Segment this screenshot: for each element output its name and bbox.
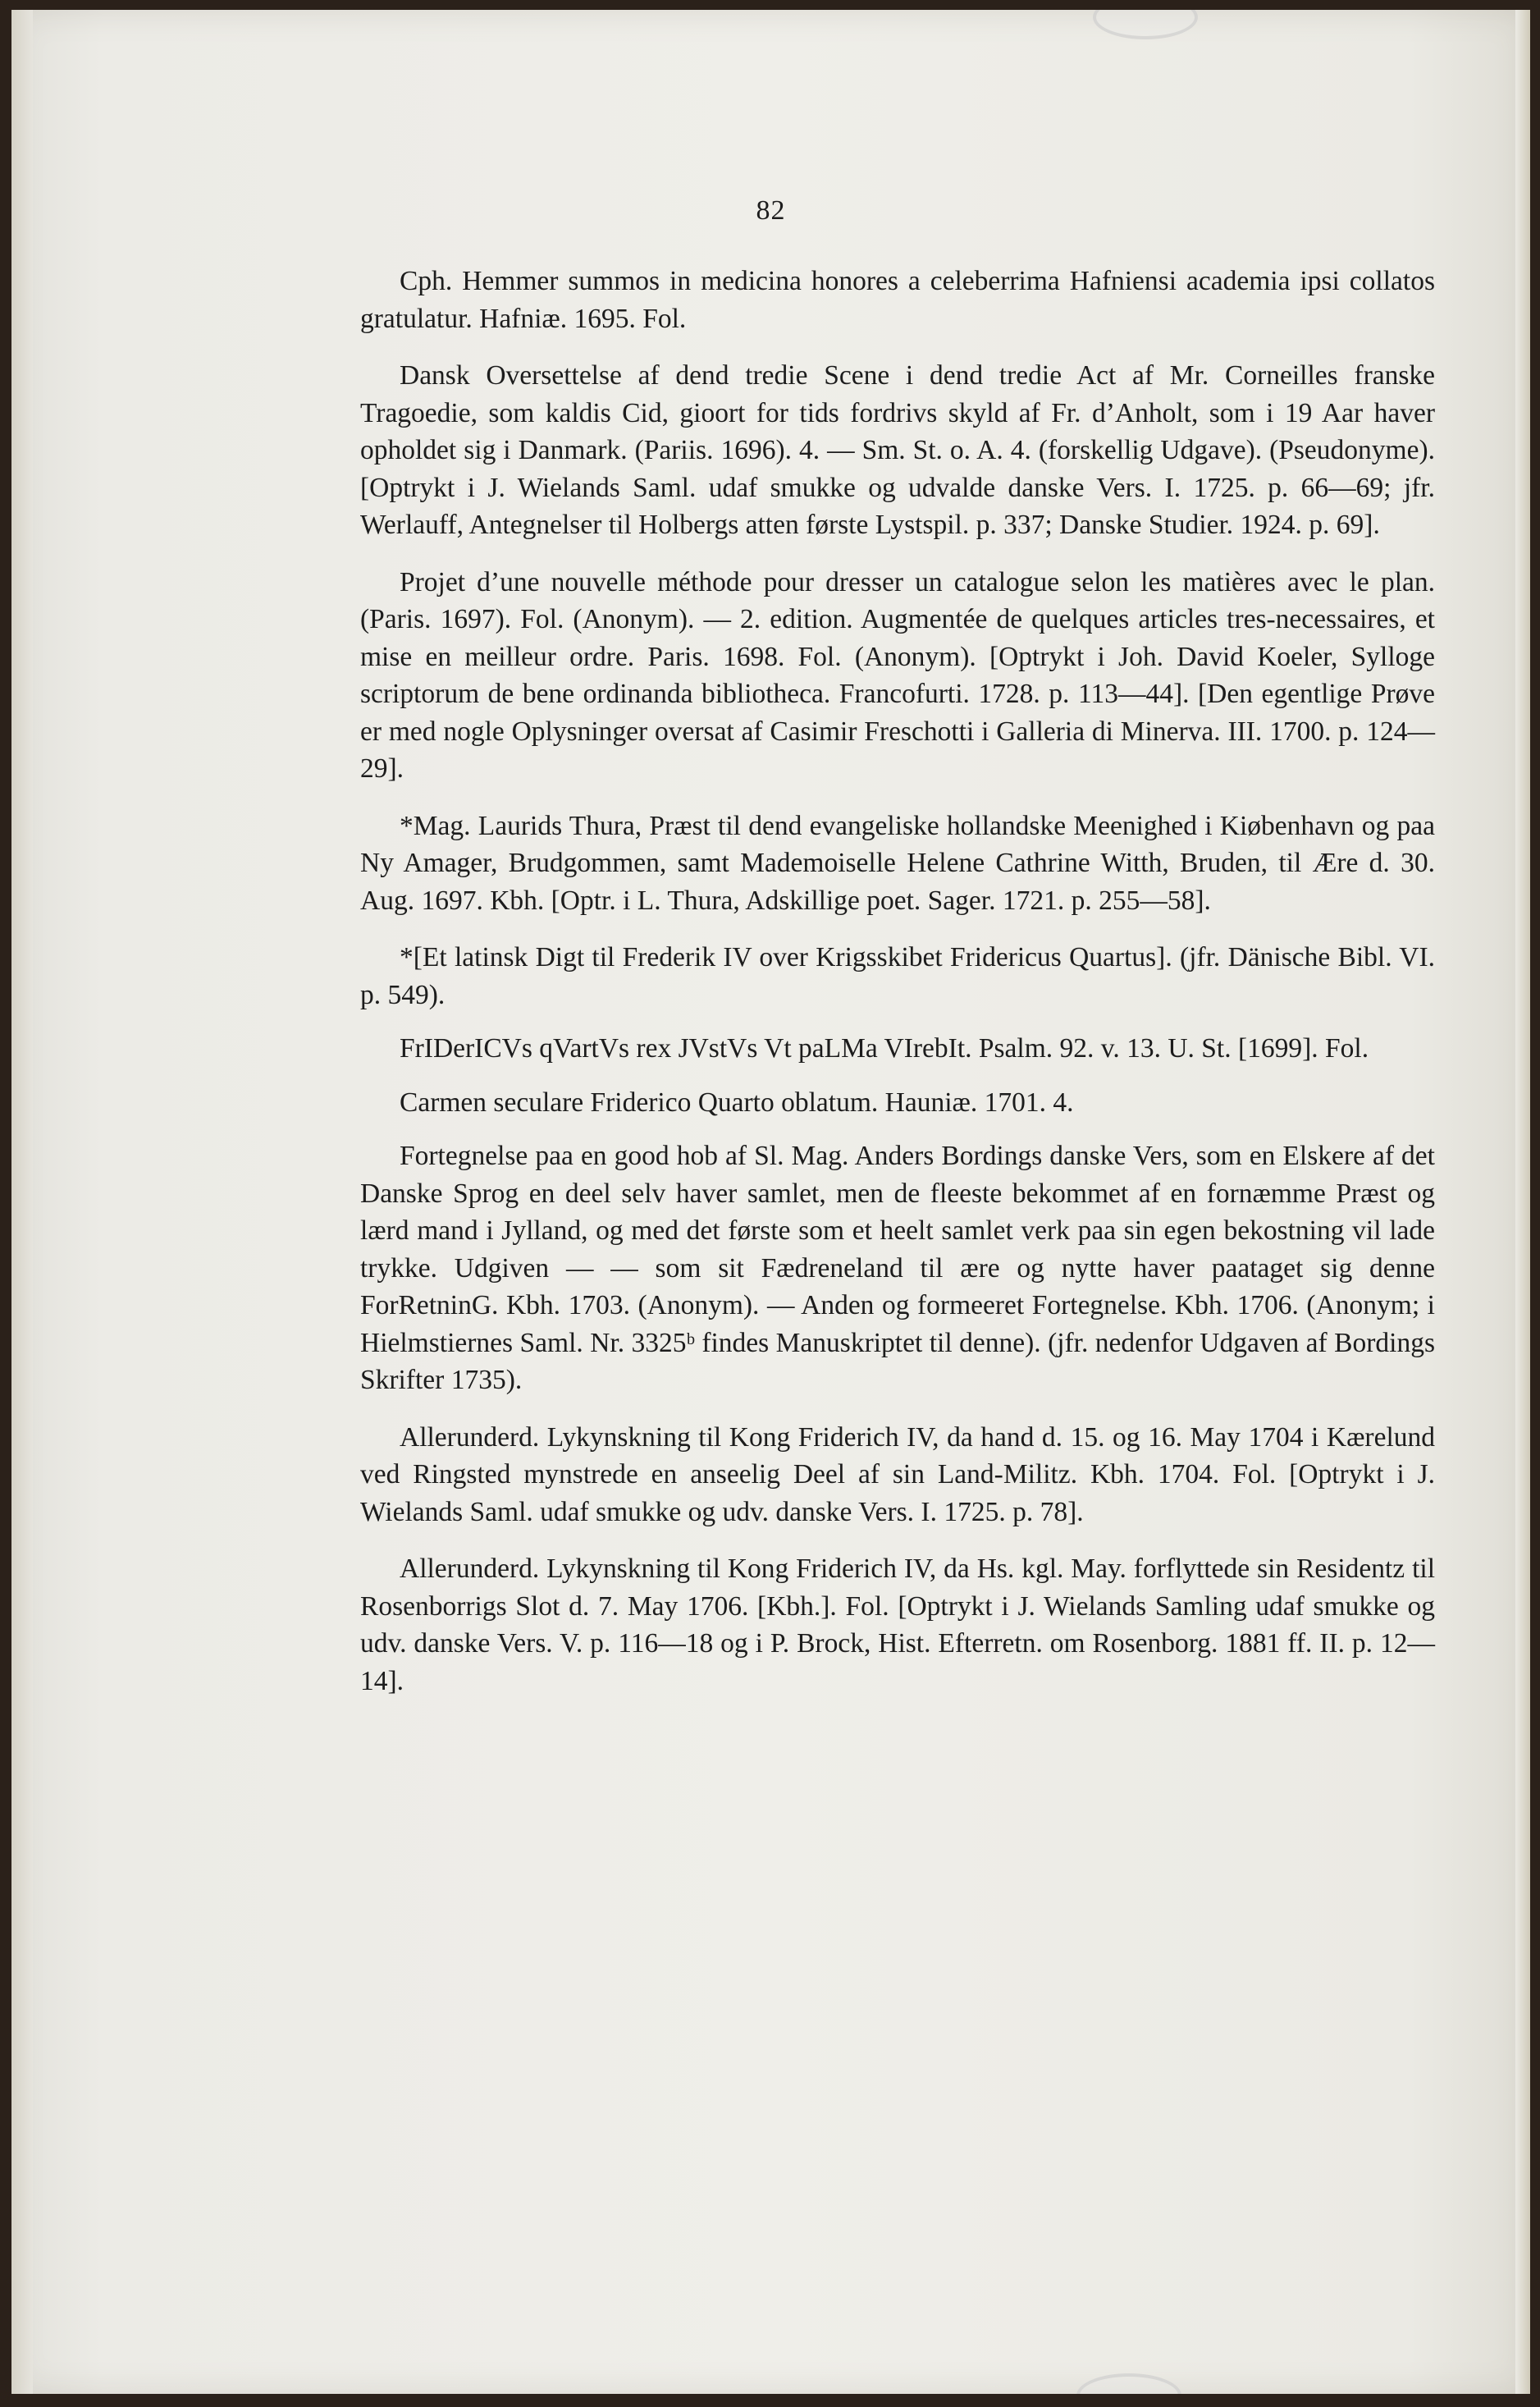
bibliography-entry: *[Et latinsk Digt til Frederik IV over Krigsskibet Fridericus Quartus]. (jfr. Dänische Bibl. VI. p. 549). [360, 942, 1435, 1010]
page-left-edge [11, 10, 33, 2394]
bibliography-entry: FrIDerICVs qVartVs rex JVstVs Vt paLMa VIrebIt. Psalm. 92. v. 13. U. St. [1699]. Fol. [400, 1033, 1369, 1064]
bibliography-entry: Carmen seculare Friderico Quarto oblatum. Hauniæ. 1701. 4. [400, 1087, 1074, 1118]
bibliography-entry: Allerunderd. Lykynskning til Kong Friderich IV, da Hs. kgl. May. forflyttede sin Residentz til Rosenborrigs Slot d. 7. May 1706. [Kbh.]. Fol. [Optrykt i J. Wielands Samling udaf smukke og udv. danske Vers. V. p. 116—18 og i P. Brock, Hist. Efterretn. om Rosenborg. 1881 ff. II. p. 12—14]. [360, 1554, 1435, 1696]
page-number: 82 [756, 195, 786, 226]
bibliography-text [360, 263, 1435, 1719]
bibliography-entry: Cph. Hemmer summos in medicina honores a celeberrima Hafniensi academia ipsi collatos gratulatur. Hafniæ. 1695. Fol. [360, 266, 1435, 334]
bibliography-entry: Allerunderd. Lykynskning til Kong Friderich IV, da hand d. 15. og 16. May 1704 i Kærelund ved Ringsted mynstrede en anseelig Deel af sin Land-Militz. Kbh. 1704. Fol. [Optrykt i J. Wielands Saml. udaf smukke og udv. danske Vers. I. 1725. p. 78]. [360, 1421, 1435, 1527]
bibliography-entry: *Mag. Laurids Thura, Præst til dend evangeliske hollandske Meenighed i Kiøbenhavn og paa Ny Amager, Brudgommen, samt Mademoiselle Helene Cathrine Witth, Bruden, til Ære d. 30. Aug. 1697. Kbh. [Optr. i L. Thura, Adskillige poet. Sager. 1721. p. 255—58]. [360, 810, 1435, 916]
book-page [11, 10, 1530, 2394]
paper-clip-mark-top [1093, 10, 1198, 39]
bibliography-entry: Projet d’une nouvelle méthode pour dresser un catalogue selon les matières avec le plan. (Paris. 1697). Fol. (Anonym). — 2. edition. Augmentée de quelques articles tres-necessaires, et mise en meilleur ordre. Paris. 1698. Fol. (Anonym). [Optrykt i Joh. David Koeler, Sylloge scriptorum de bene ordinanda bibliotheca. Francofurti. 1728. p. 113—44]. [Den egentlige Prøve er med nogle Oplysninger oversat af Casimir Freschotti i Galleria di Minerva. III. 1700. p. 124—29]. [360, 566, 1435, 784]
bibliography-entry: Dansk Oversettelse af dend tredie Scene i dend tredie Act af Mr. Corneilles franske Tragoedie, som kaldis Cid, gioort for tids fordrivs skyld af Fr. d’Anholt, som i 19 Aar haver opholdet sig i Danmark. (Pariis. 1696). 4. — Sm. St. o. A. 4. (forskellig Udgave). (Pseudonyme). [Optrykt i J. Wielands Saml. udaf smukke og udvalde danske Vers. I. 1725. p. 66—69; jfr. Werlauff, Antegnelser til Holbergs atten første Lystspil. p. 337; Danske Studier. 1924. p. 69]. [360, 360, 1435, 540]
page-right-edge [1515, 10, 1530, 2394]
paper-clip-mark-bottom [1076, 2373, 1181, 2394]
bibliography-entry: Fortegnelse paa en good hob af Sl. Mag. Anders Bordings danske Vers, som en Elskere af det Danske Sprog en deel selv haver samlet, men de fleeste bekommet af en fornæmme Præst og lærd mand i Jylland, og med det første som et heelt samlet verk paa sin egen bekostning vil lade trykke. Udgiven — — som sit Fædreneland til ære og nytte haver paataget sig denne ForRetninG. Kbh. 1703. (Anonym). — Anden og formeeret Fortegnelse. Kbh. 1706. (Anonym; i Hielmstiernes Saml. Nr. 3325ᵇ findes Manuskriptet til denne). (jfr. nedenfor Udgaven af Bordings Skrifter 1735). [360, 1141, 1435, 1395]
